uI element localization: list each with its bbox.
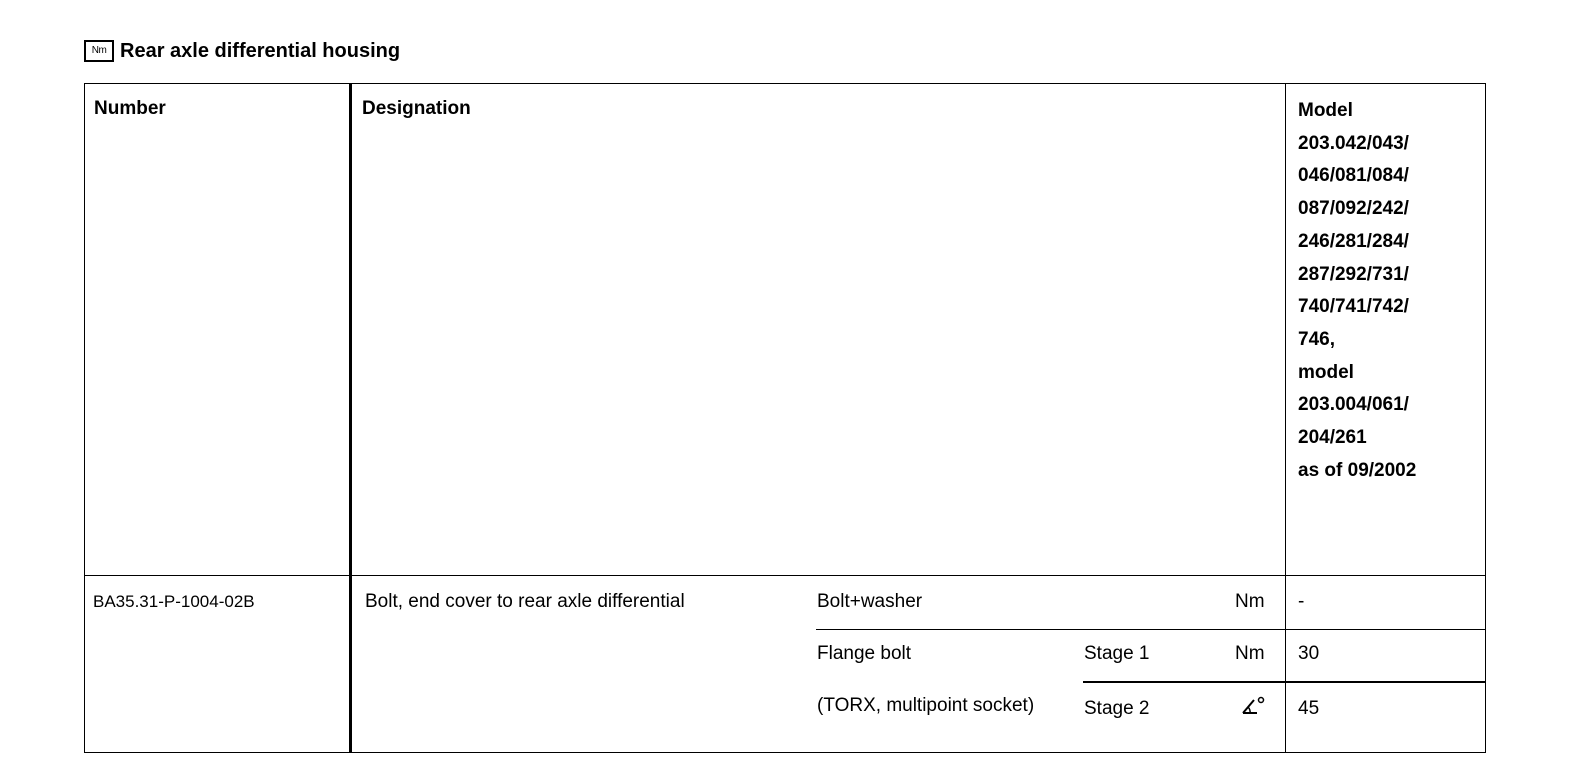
header-divider: [84, 575, 1486, 576]
torque-nm-icon: Nm: [84, 40, 114, 62]
row-divider-1: [816, 629, 1486, 630]
row-1-value: -: [1298, 591, 1305, 612]
page-title: Rear axle differential housing: [120, 39, 401, 62]
row-2-part: Flange bolt: [817, 643, 912, 664]
header-model: [1298, 95, 1416, 487]
column-divider-number: [349, 83, 352, 753]
row-1-unit: Nm: [1235, 591, 1265, 612]
header-number: Number: [94, 98, 166, 119]
angle-degree-icon: [1241, 695, 1265, 717]
model-line: 203.042/043/: [1298, 132, 1409, 154]
column-divider-model: [1285, 83, 1286, 753]
model-line: 204/261: [1298, 427, 1367, 449]
torque-table: [84, 83, 1486, 753]
model-line: as of 09/2002: [1298, 459, 1417, 481]
row-3-value: 45: [1298, 698, 1320, 719]
model-line: 287/292/731/: [1298, 263, 1409, 285]
section-heading: [84, 38, 400, 64]
entry-designation: Bolt, end cover to rear axle differential: [365, 591, 685, 612]
model-line: 246/281/284/: [1298, 230, 1409, 252]
row-divider-2: [1083, 681, 1486, 683]
row-2-stage: Stage 1: [1084, 643, 1150, 664]
model-line: 087/092/242/: [1298, 198, 1409, 220]
model-line: 203.004/061/: [1298, 394, 1409, 416]
model-line: 046/081/084/: [1298, 165, 1409, 187]
model-line: 746,: [1298, 328, 1335, 350]
model-line: Model: [1298, 100, 1353, 121]
row-2-unit: Nm: [1235, 643, 1265, 664]
model-line: model: [1298, 361, 1354, 383]
row-3-part: (TORX, multipoint socket): [817, 695, 1035, 716]
model-line: 740/741/742/: [1298, 296, 1409, 318]
row-1-part: Bolt+washer: [817, 591, 923, 612]
entry-number: BA35.31-P-1004-02B: [93, 592, 255, 611]
row-3-stage: Stage 2: [1084, 698, 1150, 719]
header-designation: Designation: [362, 98, 471, 119]
row-2-value: 30: [1298, 643, 1320, 664]
